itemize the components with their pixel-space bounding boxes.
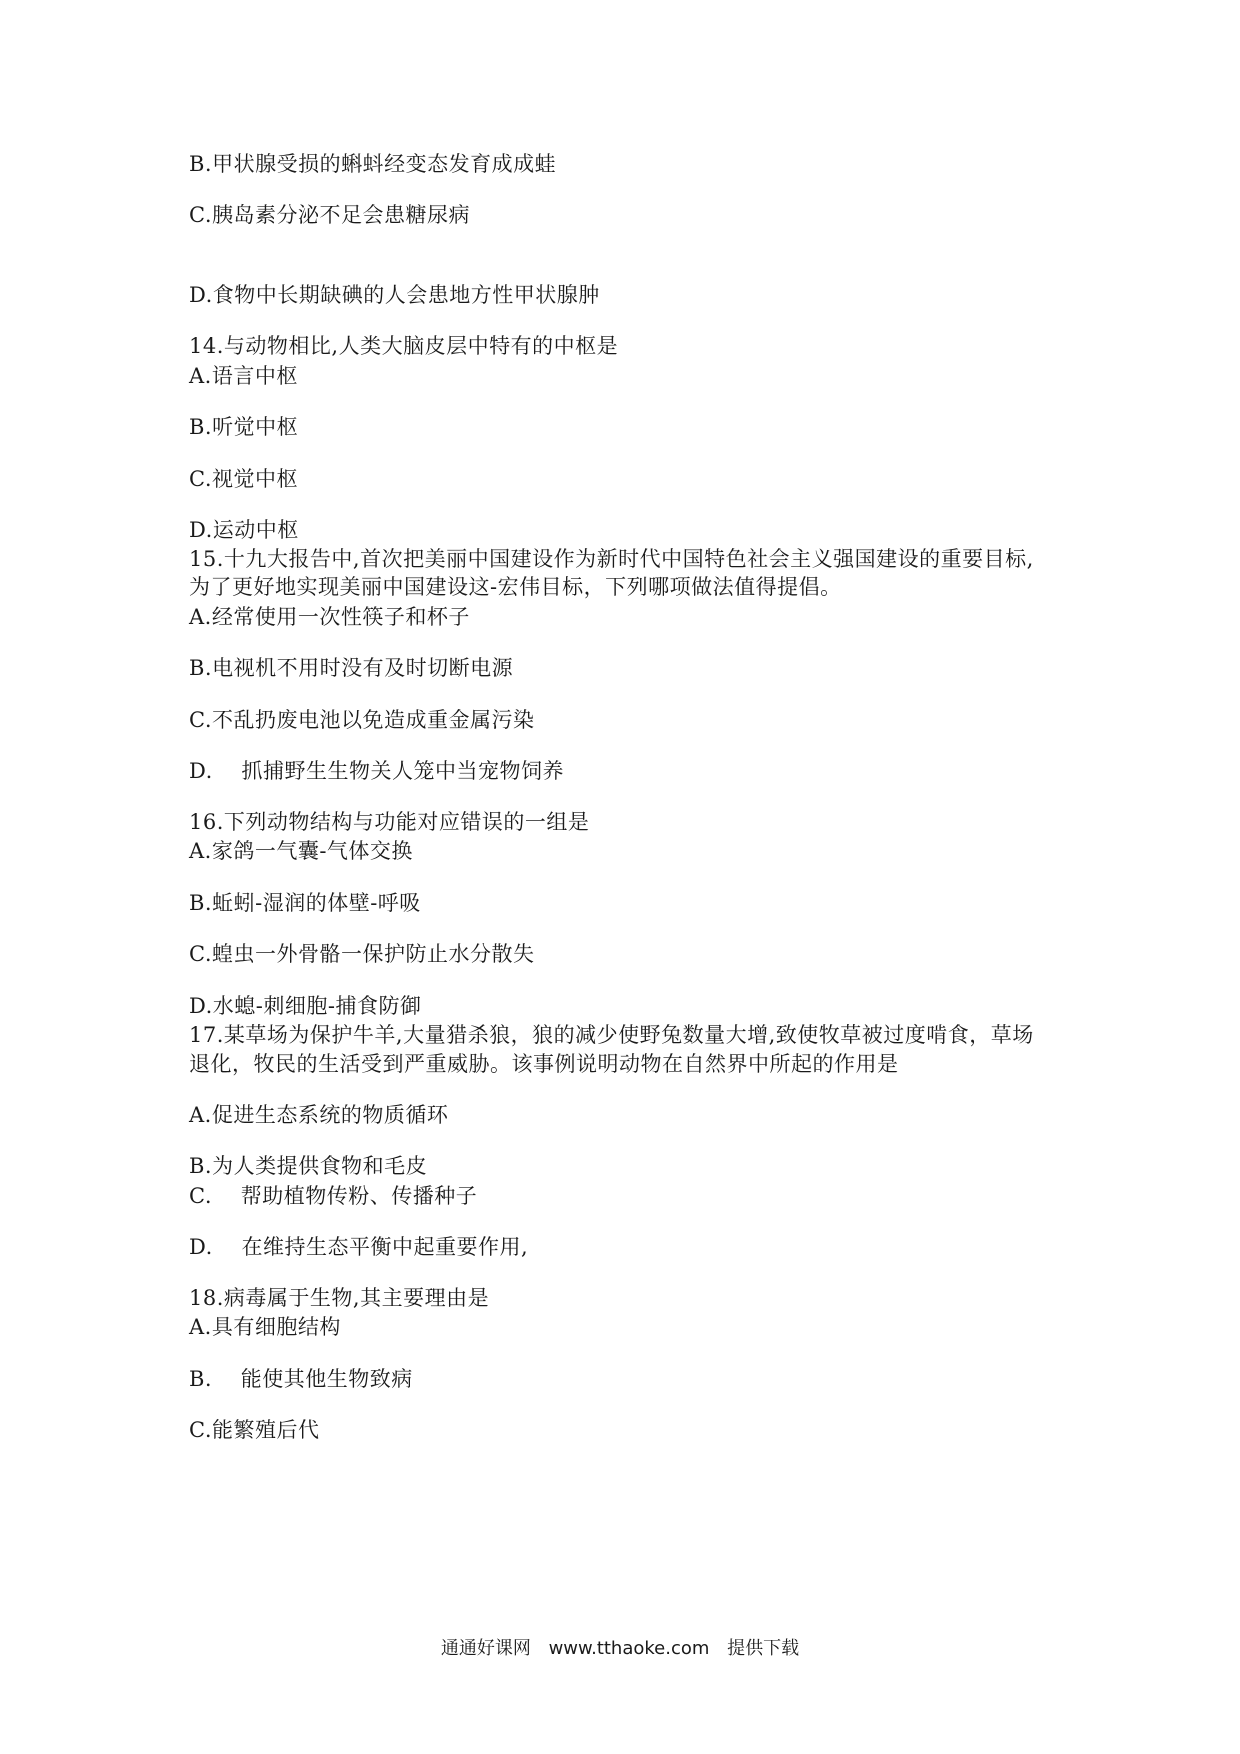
- q14-option-d: D.运动中枢: [189, 518, 299, 542]
- q16-option-d: D.水螅-刺细胞-捕食防御: [189, 994, 422, 1018]
- q18-option-b: B. 能使其他生物致病: [189, 1367, 413, 1391]
- q14-option-c: C.视觉中枢: [189, 467, 298, 491]
- q13-option-c: C.胰岛素分泌不足会患糖尿病: [189, 203, 470, 227]
- page-footer: [0, 1636, 1240, 1662]
- q17-option-d: D. 在维持生态平衡中起重要作用,: [189, 1235, 529, 1259]
- q18-option-a: A.具有细胞结构: [189, 1315, 341, 1339]
- q15-option-a: A.经常使用一次性筷子和杯子: [189, 605, 470, 629]
- q17-question-line1: 17.某草场为保护牛羊,大量猎杀狼，狼的减少使野兔数量大增,致使牧草被过度啃食，草场: [189, 1023, 1034, 1047]
- q14-question: 14.与动物相比,人类大脑皮层中特有的中枢是: [189, 334, 619, 358]
- q16-option-c: C.蝗虫一外骨骼一保护防止水分散失: [189, 942, 535, 966]
- footer-site-name: 通通好课网: [440, 1638, 531, 1659]
- q17-option-a: A.促进生态系统的物质循环: [189, 1103, 449, 1127]
- q15-question-line2: 为了更好地实现美丽中国建设这-宏伟目标，下列哪项做法值得提倡。: [189, 575, 842, 599]
- q16-option-a: A.家鸽一气囊-气体交换: [189, 839, 413, 863]
- q13-option-d: D.食物中长期缺碘的人会患地方性甲状腺肿: [189, 283, 600, 307]
- q17-option-c: C. 帮助植物传粉、传播种子: [189, 1184, 478, 1208]
- q13-option-b: B.甲状腺受损的蝌蚪经变态发育成成蛙: [189, 152, 557, 176]
- q16-option-b: B.蚯蚓-湿润的体壁-呼吸: [189, 891, 421, 915]
- q17-question-line2: 退化，牧民的生活受到严重威胁。该事例说明动物在自然界中所起的作用是: [189, 1052, 899, 1076]
- q14-option-a: A.语言中枢: [189, 364, 298, 388]
- q14-option-b: B.听觉中枢: [189, 415, 299, 439]
- footer-url[interactable]: www.tthaoke.com: [548, 1638, 710, 1659]
- q15-option-d: D. 抓捕野生生物关人笼中当宠物饲养: [189, 759, 564, 783]
- q16-question: 16.下列动物结构与功能对应错误的一组是: [189, 810, 590, 834]
- q15-option-c: C.不乱扔废电池以免造成重金属污染: [189, 708, 535, 732]
- q18-question: 18.病毒属于生物,其主要理由是: [189, 1286, 490, 1310]
- q15-option-b: B.电视机不用时没有及时切断电源: [189, 656, 514, 680]
- q18-option-c: C.能繁殖后代: [189, 1418, 320, 1442]
- q15-question-line1: 15.十九大报告中,首次把美丽中国建设作为新时代中国特色社会主义强国建设的重要目标,: [189, 547, 1034, 571]
- q17-option-b: B.为人类提供食物和毛皮: [189, 1154, 428, 1178]
- footer-suffix: 提供下载: [727, 1638, 800, 1659]
